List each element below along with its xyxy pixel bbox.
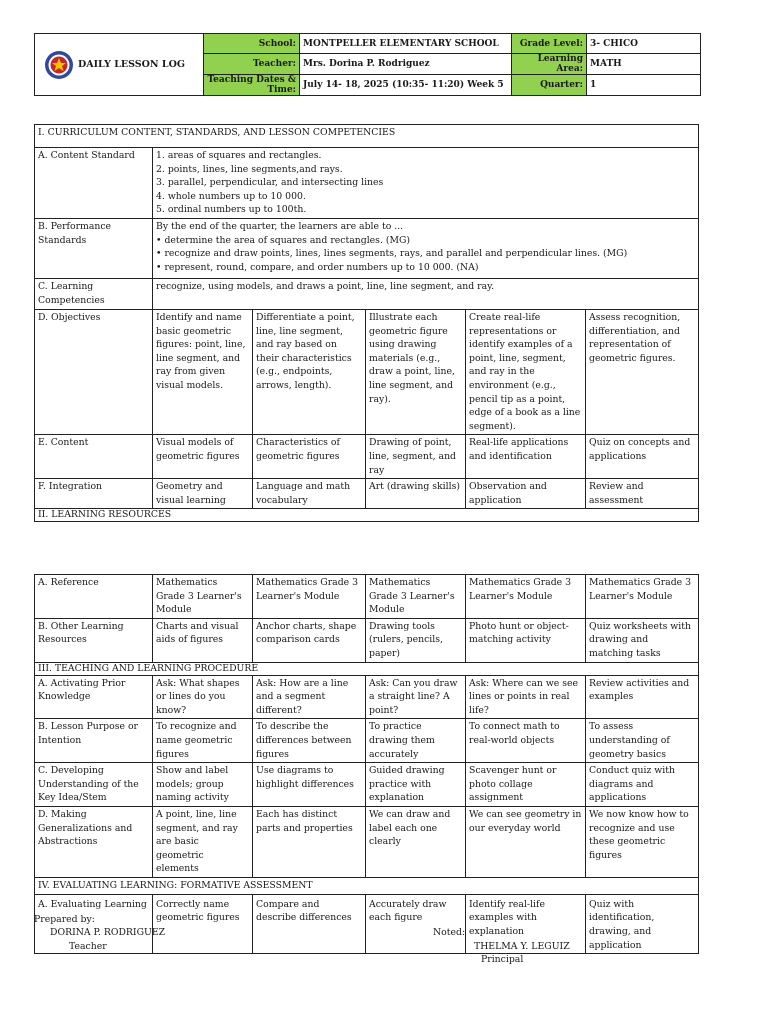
procedure-table bbox=[34, 574, 699, 954]
prior-knowledge-cell: Review activities and examples bbox=[586, 675, 699, 719]
teacher-label: Teacher: bbox=[204, 54, 300, 75]
school-value: MONTPELLER ELEMENTARY SCHOOL bbox=[300, 34, 512, 54]
content-standard-text bbox=[153, 148, 699, 219]
objectives-cell: Create real-life representations or identify examples of a point, line, segment, and ray in the environment (e.g., pencil tip as a point, edge of a book as a line segment). bbox=[466, 309, 586, 434]
competencies-label: C. Learning Competencies bbox=[35, 278, 153, 309]
content-standard-line: 5. ordinal numbers up to 100th. bbox=[156, 204, 307, 216]
principal-signature-role: Principal bbox=[481, 954, 524, 965]
content-cell: Quiz on concepts and applications bbox=[586, 435, 699, 479]
quarter-label: Quarter: bbox=[512, 75, 587, 96]
reference-cell: Mathematics Grade 3 Learner's Module bbox=[466, 575, 586, 619]
content-cell: Drawing of point, line, segment, and ray bbox=[366, 435, 466, 479]
generalizations-cell: A point, line, line segment, and ray are basic geometric elements bbox=[153, 806, 253, 877]
objectives-cell: Identify and name basic geometric figures: point, line, line segment, and ray from given visual models. bbox=[153, 309, 253, 434]
developing-understanding-cell: Conduct quiz with diagrams and applications bbox=[586, 763, 699, 807]
content-cell: Characteristics of geometric figures bbox=[253, 435, 366, 479]
grade-value: 3- CHICO bbox=[587, 34, 701, 54]
performance-standard-line: • represent, round, compare, and order numbers up to 10 000. (NA) bbox=[156, 261, 479, 273]
lesson-purpose-cell: To describe the differences between figures bbox=[253, 719, 366, 763]
content-standard-line: 1. areas of squares and rectangles. bbox=[156, 150, 322, 161]
learning-area-value: MATH bbox=[587, 54, 701, 75]
integration-cell: Review and assessment bbox=[586, 479, 699, 509]
developing-understanding-cell: Use diagrams to highlight differences bbox=[253, 763, 366, 807]
lesson-purpose-label: B. Lesson Purpose or Intention bbox=[35, 719, 153, 763]
prior-knowledge-cell: Ask: How are a line and a segment different? bbox=[253, 675, 366, 719]
performance-standard-line: • recognize and draw points, lines, lines segments, rays, and parallel and perpendicular lines. (MG) bbox=[156, 248, 628, 260]
grade-label: Grade Level: bbox=[512, 34, 587, 54]
content-standard-line: 2. points, lines, line segments,and rays. bbox=[156, 163, 343, 175]
deped-seal-icon bbox=[44, 50, 74, 80]
integration-cell: Observation and application bbox=[466, 479, 586, 509]
prior-knowledge-cell: Ask: What shapes or lines do you know? bbox=[153, 675, 253, 719]
quarter-value: 1 bbox=[587, 75, 701, 96]
document-title: DAILY LESSON LOG bbox=[78, 58, 185, 70]
competencies-text: recognize, using models, and draws a point, line, line segment, and ray. bbox=[153, 278, 699, 309]
dates-value: July 14- 18, 2025 (10:35- 11:20) Week 5 bbox=[300, 75, 512, 96]
integration-cell: Language and math vocabulary bbox=[253, 479, 366, 509]
other-resources-cell: Photo hunt or object-matching activity bbox=[466, 618, 586, 662]
developing-understanding-cell: Guided drawing practice with explanation bbox=[366, 763, 466, 807]
reference-cell: Mathematics Grade 3 Learner's Module bbox=[366, 575, 466, 619]
lesson-purpose-cell: To connect math to real-world objects bbox=[466, 719, 586, 763]
teacher-signature-role: Teacher bbox=[69, 941, 107, 952]
learning-area-label-line1: Learning bbox=[537, 54, 583, 64]
learning-area-label-line2: Area: bbox=[556, 64, 583, 74]
generalizations-cell: We can see geometry in our everyday world bbox=[466, 806, 586, 877]
evaluating-learning-cell: Accurately draw each figure bbox=[366, 894, 466, 953]
lesson-purpose-cell: To assess understanding of geometry basics bbox=[586, 719, 699, 763]
generalizations-cell: Each has distinct parts and properties bbox=[253, 806, 366, 877]
section-title-curriculum: I. CURRICULUM CONTENT, STANDARDS, AND LESSON COMPETENCIES bbox=[35, 125, 699, 148]
prepared-by-label: Prepared by: bbox=[34, 914, 95, 925]
other-resources-cell: Quiz worksheets with drawing and matching tasks bbox=[586, 618, 699, 662]
performance-standard-label: B. Performance Standards bbox=[35, 218, 153, 278]
dates-label-line2: Time: bbox=[267, 85, 296, 95]
section-title-procedure: III. TEACHING AND LEARNING PROCEDURE bbox=[35, 662, 699, 675]
lesson-purpose-cell: To recognize and name geometric figures bbox=[153, 719, 253, 763]
performance-standard-text bbox=[153, 218, 699, 278]
other-resources-cell: Charts and visual aids of figures bbox=[153, 618, 253, 662]
section-title-evaluation: IV. EVALUATING LEARNING: FORMATIVE ASSESSMENT bbox=[35, 877, 699, 894]
evaluating-learning-cell: Compare and describe differences bbox=[253, 894, 366, 953]
reference-label: A. Reference bbox=[35, 575, 153, 619]
dates-label bbox=[204, 75, 300, 96]
generalizations-cell: We now know how to recognize and use these geometric figures bbox=[586, 806, 699, 877]
learning-area-label bbox=[512, 54, 587, 75]
lesson-purpose-cell: To practice drawing them accurately bbox=[366, 719, 466, 763]
developing-understanding-label: C. Developing Understanding of the Key Idea/Stem bbox=[35, 763, 153, 807]
evaluating-learning-cell: Correctly name geometric figures bbox=[153, 894, 253, 953]
reference-cell: Mathematics Grade 3 Learner's Module bbox=[586, 575, 699, 619]
prior-knowledge-cell: Ask: Can you draw a straight line? A point? bbox=[366, 675, 466, 719]
content-standard-line: 3. parallel, perpendicular, and intersecting lines bbox=[156, 177, 384, 189]
content-standard-line: 4. whole numbers up to 10 000. bbox=[156, 190, 306, 202]
teacher-signature-name: DORINA P. RODRIGUEZ bbox=[50, 927, 166, 938]
performance-standard-line: By the end of the quarter, the learners are able to ... bbox=[156, 220, 404, 232]
objectives-label: D. Objectives bbox=[35, 309, 153, 434]
integration-cell: Art (drawing skills) bbox=[366, 479, 466, 509]
content-cell: Real-life applications and identification bbox=[466, 435, 586, 479]
other-resources-cell: Drawing tools (rulers, pencils, paper) bbox=[366, 618, 466, 662]
principal-signature-name: THELMA Y. LEGUIZ bbox=[474, 941, 570, 952]
reference-cell: Mathematics Grade 3 Learner's Module bbox=[253, 575, 366, 619]
section-title-resources: II. LEARNING RESOURCES bbox=[35, 509, 699, 522]
prior-knowledge-cell: Ask: Where can we see lines or points in real life? bbox=[466, 675, 586, 719]
developing-understanding-cell: Show and label models; group naming activity bbox=[153, 763, 253, 807]
other-resources-cell: Anchor charts, shape comparison cards bbox=[253, 618, 366, 662]
prior-knowledge-label: A. Activating Prior Knowledge bbox=[35, 675, 153, 719]
content-label: E. Content bbox=[35, 435, 153, 479]
noted-label: Noted: bbox=[433, 927, 466, 938]
logo-cell bbox=[35, 34, 204, 96]
evaluating-learning-cell: Quiz with identification, drawing, and application bbox=[586, 894, 699, 953]
integration-label: F. Integration bbox=[35, 479, 153, 509]
other-resources-label: B. Other Learning Resources bbox=[35, 618, 153, 662]
generalizations-label: D. Making Generalizations and Abstractions bbox=[35, 806, 153, 877]
curriculum-table bbox=[34, 124, 699, 522]
integration-cell: Geometry and visual learning bbox=[153, 479, 253, 509]
objectives-cell: Illustrate each geometric figure using drawing materials (e.g., draw a point, line, line segment, and ray). bbox=[366, 309, 466, 434]
performance-standard-line: • determine the area of squares and rectangles. (MG) bbox=[156, 234, 411, 246]
objectives-cell: Differentiate a point, line, line segment, and ray based on their characteristics (e.g., endpoints, arrows, length). bbox=[253, 309, 366, 434]
evaluating-learning-label: A. Evaluating Learning bbox=[35, 894, 153, 953]
content-standard-label: A. Content Standard bbox=[35, 148, 153, 219]
school-label: School: bbox=[204, 34, 300, 54]
evaluating-learning-cell: Identify real-life examples with explanation bbox=[466, 894, 586, 953]
objectives-cell: Assess recognition, differentiation, and representation of geometric figures. bbox=[586, 309, 699, 434]
header-table bbox=[34, 33, 701, 96]
developing-understanding-cell: Scavenger hunt or photo collage assignment bbox=[466, 763, 586, 807]
content-cell: Visual models of geometric figures bbox=[153, 435, 253, 479]
dates-label-line1: Teaching Dates & bbox=[207, 75, 296, 85]
reference-cell: Mathematics Grade 3 Learner's Module bbox=[153, 575, 253, 619]
generalizations-cell: We can draw and label each one clearly bbox=[366, 806, 466, 877]
teacher-value: Mrs. Dorina P. Rodriguez bbox=[300, 54, 512, 75]
